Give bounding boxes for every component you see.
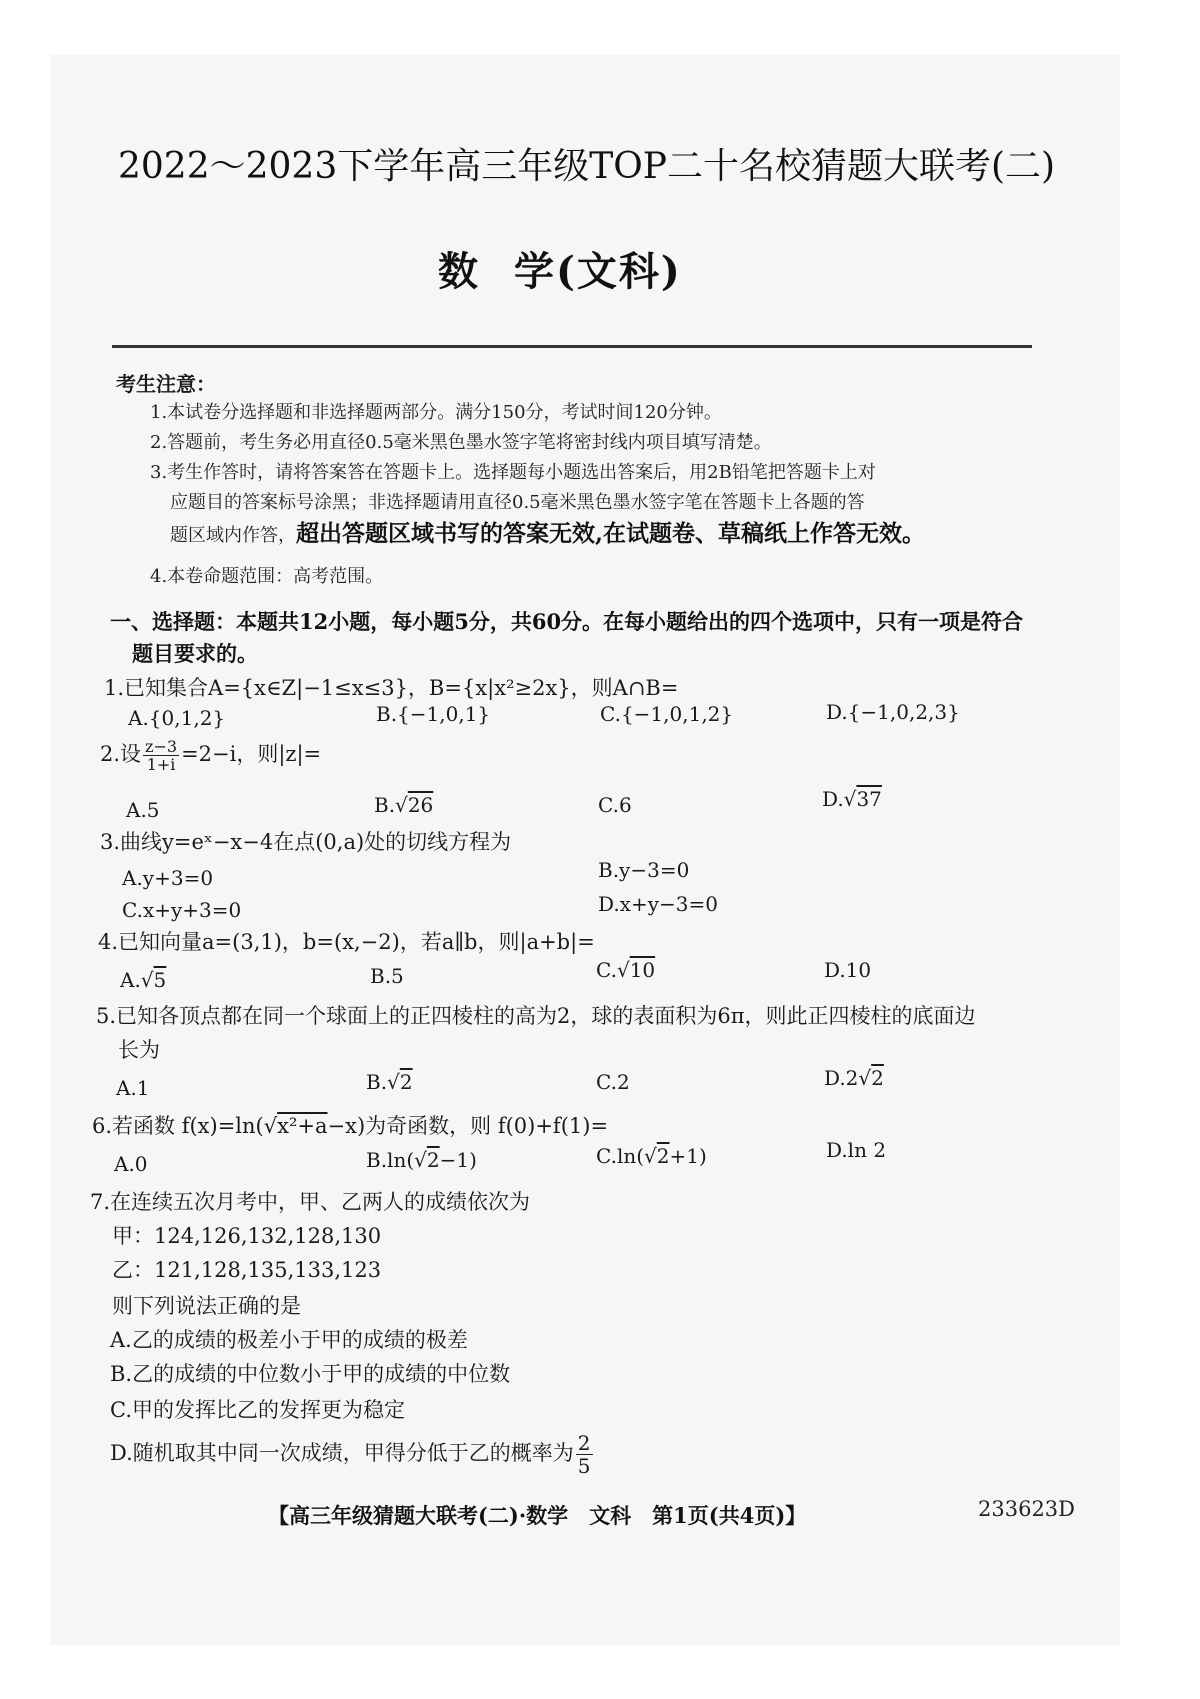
q2-fraction-numerator: z−3	[145, 737, 178, 756]
q6-option-a: A.0	[114, 1152, 148, 1176]
q1-option-a: A.{0,1,2}	[128, 706, 226, 730]
subject-title	[438, 240, 682, 297]
header-divider	[112, 345, 1032, 348]
q4-option-a-radicand: 5	[153, 968, 167, 992]
q4-option-a-prefix: A.√	[120, 968, 154, 992]
q3-option-c: C.x+y+3=0	[122, 898, 242, 922]
q6-stem-radicand: x²+a	[277, 1114, 328, 1138]
q5-option-b-radicand: 2	[399, 1070, 413, 1094]
notice-heading: 考生注意：	[116, 372, 216, 396]
q6-option-b-prefix: B.ln(√	[366, 1148, 427, 1172]
q2-stem-suffix: =2−i，则|z|=	[181, 742, 322, 766]
q2-stem-prefix: 2.设	[100, 742, 142, 766]
q5-option-d-prefix: D.2√	[824, 1066, 872, 1090]
q6-option-c-radicand: 2	[656, 1144, 670, 1168]
q6-option-b	[366, 1148, 477, 1172]
q2-option-d	[822, 787, 882, 811]
notice-item-3-line-3-start: 题区域内作答，	[170, 525, 296, 546]
q2-option-b-prefix: B.√	[374, 793, 408, 817]
q6-stem	[92, 1110, 608, 1140]
q4-option-c-radicand: 10	[629, 958, 656, 982]
page-title: 2022～2023下学年高三年级TOP二十名校猜题大联考(二)	[118, 146, 1056, 187]
q1-option-b: B.{−1,0,1}	[376, 702, 491, 726]
q6-option-b-suffix: −1)	[439, 1148, 477, 1172]
q2-fraction	[143, 738, 179, 773]
q7-option-b: B.乙的成绩的中位数小于甲的成绩的中位数	[110, 1362, 511, 1386]
q4-stem: 4.已知向量a=(3,1)，b=(x,−2)，若a∥b，则|a+b|=	[98, 930, 595, 954]
q2-option-d-prefix: D.√	[822, 787, 857, 811]
q3-option-a: A.y+3=0	[122, 866, 214, 890]
q4-option-c-prefix: C.√	[596, 958, 630, 982]
q7-option-d-numerator: 2	[577, 1431, 591, 1455]
q7-option-a: A.乙的成绩的极差小于甲的成绩的极差	[110, 1328, 468, 1352]
q1-option-c: C.{−1,0,1,2}	[600, 702, 734, 726]
q4-option-c	[596, 958, 655, 982]
q1-option-d: D.{−1,0,2,3}	[826, 700, 960, 724]
q1-stem: 1.已知集合A={x∈Z|−1≤x≤3}，B={x|x²≥2x}，则A∩B=	[104, 676, 679, 700]
q6-option-c-prefix: C.ln(√	[596, 1144, 657, 1168]
subject-title-rest: 学(文科)	[514, 248, 682, 295]
q3-option-b: B.y−3=0	[598, 858, 690, 882]
q2-option-b-radicand: 26	[407, 793, 434, 817]
q4-option-a	[120, 968, 166, 992]
q5-option-b	[366, 1070, 413, 1094]
q6-option-b-radicand: 2	[426, 1148, 440, 1172]
q7-scores-jia: 甲：124,126,132,128,130	[112, 1224, 382, 1248]
notice-emphasis: 超出答题区域书写的答案无效,在试题卷、草稿纸上作答无效。	[296, 520, 926, 547]
notice-item-3-line-3	[170, 515, 925, 548]
notice-item-3-line-1: 3.考生作答时，请将答案答在答题卡上。选择题每小题选出答案后，用2B铅笔把答题卡上对	[150, 462, 876, 483]
footer-page-info: 【高三年级猜题大联考(二)·数学 文科 第1页(共4页)】	[268, 1503, 807, 1528]
q5-stem-line-1: 5.已知各顶点都在同一个球面上的正四棱柱的高为2，球的表面积为6π，则此正四棱柱的底面边	[96, 1004, 976, 1028]
q7-option-d	[110, 1432, 595, 1477]
q6-option-d: D.ln 2	[826, 1138, 887, 1162]
q7-option-c: C.甲的发挥比乙的发挥更为稳定	[110, 1398, 405, 1422]
subject-title-main: 数	[438, 248, 480, 295]
notice-item-2: 2.答题前，考生务必用直径0.5毫米黑色墨水签字笔将密封线内项目填写清楚。	[150, 432, 772, 453]
notice-item-4: 4.本卷命题范围：高考范围。	[150, 566, 384, 587]
q5-option-a: A.1	[116, 1076, 150, 1100]
q5-option-c: C.2	[596, 1070, 630, 1094]
q7-option-d-fraction	[576, 1432, 593, 1477]
section-heading-line-2: 题目要求的。	[132, 641, 258, 666]
q5-option-d	[824, 1066, 884, 1090]
q3-option-d: D.x+y−3=0	[598, 892, 718, 916]
q3-stem: 3.曲线y=eˣ−x−4在点(0,a)处的切线方程为	[100, 830, 512, 854]
q6-option-c	[596, 1144, 707, 1168]
q7-scores-yi: 乙：121,128,135,133,123	[112, 1258, 382, 1282]
q2-stem	[100, 738, 321, 773]
q2-fraction-denominator: 1+i	[146, 755, 176, 774]
q6-stem-suffix: −x)为奇函数，则 f(0)+f(1)=	[327, 1114, 609, 1138]
notice-item-3-line-2: 应题目的答案标号涂黑；非选择题请用直径0.5毫米黑色墨水签字笔在答题卡上各题的答	[170, 492, 865, 513]
q7-prompt: 则下列说法正确的是	[112, 1294, 301, 1318]
q7-option-d-denominator: 5	[577, 1454, 591, 1478]
q7-option-d-text: D.随机取其中同一次成绩，甲得分低于乙的概率为	[110, 1441, 574, 1465]
q4-option-b: B.5	[370, 964, 404, 988]
q4-option-d: D.10	[824, 958, 872, 982]
q5-stem-line-2: 长为	[118, 1038, 160, 1062]
q2-option-b	[374, 793, 433, 817]
q6-option-c-suffix: +1)	[669, 1144, 707, 1168]
q2-option-d-radicand: 37	[856, 787, 882, 811]
section-heading-line-1: 一、选择题：本题共12小题，每小题5分，共60分。在每小题给出的四个选项中，只有一项是符合	[110, 609, 1024, 634]
q6-stem-prefix: 6.若函数 f(x)=ln(√	[92, 1114, 278, 1138]
q2-option-c: C.6	[598, 793, 632, 817]
footer-paper-code: 233623D	[978, 1497, 1076, 1521]
q7-stem: 7.在连续五次月考中，甲、乙两人的成绩依次为	[90, 1190, 531, 1214]
q5-option-b-prefix: B.√	[366, 1070, 400, 1094]
notice-item-1: 1.本试卷分选择题和非选择题两部分。满分150分，考试时间120分钟。	[150, 402, 722, 423]
q2-option-a: A.5	[126, 798, 160, 822]
q5-option-d-radicand: 2	[871, 1066, 884, 1090]
